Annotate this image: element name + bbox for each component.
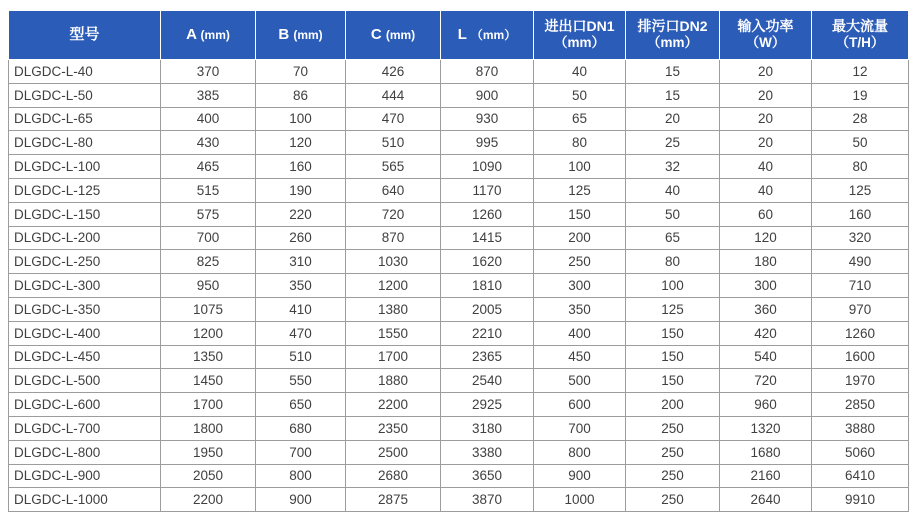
cell-model: DLGDC-L-450 (9, 345, 161, 369)
cell-l_mm: 870 (441, 60, 534, 84)
cell-model: DLGDC-L-40 (9, 60, 161, 84)
cell-a_mm: 1800 (161, 416, 256, 440)
cell-power_w: 120 (720, 226, 812, 250)
column-title: 进出口DN1 (544, 18, 615, 35)
column-title: C (370, 25, 382, 43)
cell-max_flow: 490 (812, 250, 909, 274)
cell-dn1: 400 (534, 321, 626, 345)
cell-model: DLGDC-L-100 (9, 155, 161, 179)
column-header-max_flow (812, 11, 909, 60)
cell-model: DLGDC-L-150 (9, 202, 161, 226)
column-header-l_mm (441, 11, 534, 60)
cell-c_mm: 2680 (346, 464, 441, 488)
cell-model: DLGDC-L-900 (9, 464, 161, 488)
cell-dn1: 1000 (534, 488, 626, 512)
cell-l_mm: 3650 (441, 464, 534, 488)
table-row (9, 178, 909, 202)
cell-l_mm: 2005 (441, 297, 534, 321)
cell-max_flow: 1600 (812, 345, 909, 369)
cell-max_flow: 125 (812, 178, 909, 202)
cell-b_mm: 86 (256, 83, 346, 107)
product-spec-table (8, 10, 909, 512)
cell-b_mm: 100 (256, 107, 346, 131)
cell-max_flow: 28 (812, 107, 909, 131)
cell-dn1: 125 (534, 178, 626, 202)
table-header (9, 11, 909, 60)
column-header-c_mm (346, 11, 441, 60)
cell-max_flow: 710 (812, 274, 909, 298)
cell-c_mm: 565 (346, 155, 441, 179)
table-row (9, 155, 909, 179)
cell-dn1: 900 (534, 464, 626, 488)
cell-dn1: 65 (534, 107, 626, 131)
cell-a_mm: 385 (161, 83, 256, 107)
cell-model: DLGDC-L-80 (9, 131, 161, 155)
cell-dn2: 250 (626, 464, 720, 488)
cell-b_mm: 160 (256, 155, 346, 179)
column-unit: (mm) (293, 27, 323, 42)
table-row (9, 345, 909, 369)
cell-l_mm: 1090 (441, 155, 534, 179)
cell-dn1: 40 (534, 60, 626, 84)
cell-model: DLGDC-L-700 (9, 416, 161, 440)
cell-a_mm: 575 (161, 202, 256, 226)
cell-a_mm: 465 (161, 155, 256, 179)
cell-l_mm: 3180 (441, 416, 534, 440)
table-row (9, 226, 909, 250)
table-row (9, 321, 909, 345)
cell-max_flow: 6410 (812, 464, 909, 488)
cell-b_mm: 680 (256, 416, 346, 440)
cell-c_mm: 2200 (346, 393, 441, 417)
cell-dn2: 250 (626, 488, 720, 512)
cell-model: DLGDC-L-50 (9, 83, 161, 107)
cell-model: DLGDC-L-300 (9, 274, 161, 298)
cell-dn2: 65 (626, 226, 720, 250)
cell-power_w: 40 (720, 155, 812, 179)
column-title: A (186, 25, 197, 43)
cell-b_mm: 220 (256, 202, 346, 226)
cell-b_mm: 470 (256, 321, 346, 345)
cell-max_flow: 9910 (812, 488, 909, 512)
table-row (9, 488, 909, 512)
cell-power_w: 360 (720, 297, 812, 321)
column-header-dn1 (534, 11, 626, 60)
cell-dn2: 150 (626, 369, 720, 393)
table-row (9, 440, 909, 464)
cell-max_flow: 80 (812, 155, 909, 179)
cell-max_flow: 50 (812, 131, 909, 155)
cell-dn1: 350 (534, 297, 626, 321)
cell-power_w: 540 (720, 345, 812, 369)
cell-max_flow: 320 (812, 226, 909, 250)
column-title: 输入功率 (737, 18, 794, 35)
cell-b_mm: 70 (256, 60, 346, 84)
cell-dn2: 125 (626, 297, 720, 321)
cell-b_mm: 190 (256, 178, 346, 202)
cell-c_mm: 1550 (346, 321, 441, 345)
cell-a_mm: 2200 (161, 488, 256, 512)
cell-a_mm: 1075 (161, 297, 256, 321)
cell-dn1: 150 (534, 202, 626, 226)
cell-power_w: 2640 (720, 488, 812, 512)
cell-power_w: 420 (720, 321, 812, 345)
cell-dn2: 100 (626, 274, 720, 298)
table-row (9, 274, 909, 298)
cell-model: DLGDC-L-400 (9, 321, 161, 345)
cell-c_mm: 1200 (346, 274, 441, 298)
cell-a_mm: 825 (161, 250, 256, 274)
cell-dn1: 450 (534, 345, 626, 369)
column-title: L (457, 25, 467, 43)
cell-power_w: 20 (720, 60, 812, 84)
cell-dn1: 100 (534, 155, 626, 179)
cell-model: DLGDC-L-200 (9, 226, 161, 250)
cell-dn1: 700 (534, 416, 626, 440)
cell-dn2: 80 (626, 250, 720, 274)
table-row (9, 60, 909, 84)
cell-b_mm: 900 (256, 488, 346, 512)
cell-dn1: 250 (534, 250, 626, 274)
cell-b_mm: 410 (256, 297, 346, 321)
cell-c_mm: 2875 (346, 488, 441, 512)
cell-power_w: 2160 (720, 464, 812, 488)
column-title: 最大流量 (832, 18, 888, 35)
cell-model: DLGDC-L-350 (9, 297, 161, 321)
cell-model: DLGDC-L-125 (9, 178, 161, 202)
column-unit: （W） (745, 35, 786, 50)
cell-c_mm: 720 (346, 202, 441, 226)
table-row (9, 107, 909, 131)
cell-b_mm: 350 (256, 274, 346, 298)
cell-dn2: 200 (626, 393, 720, 417)
cell-dn2: 150 (626, 321, 720, 345)
cell-model: DLGDC-L-65 (9, 107, 161, 131)
cell-dn2: 250 (626, 440, 720, 464)
column-header-b_mm (256, 11, 346, 60)
column-header-a_mm (161, 11, 256, 60)
cell-model: DLGDC-L-600 (9, 393, 161, 417)
cell-b_mm: 550 (256, 369, 346, 393)
cell-a_mm: 950 (161, 274, 256, 298)
cell-l_mm: 3870 (441, 488, 534, 512)
cell-c_mm: 640 (346, 178, 441, 202)
cell-dn2: 40 (626, 178, 720, 202)
cell-power_w: 40 (720, 178, 812, 202)
header-row (9, 11, 909, 60)
cell-b_mm: 700 (256, 440, 346, 464)
cell-dn1: 500 (534, 369, 626, 393)
cell-max_flow: 970 (812, 297, 909, 321)
cell-dn2: 150 (626, 345, 720, 369)
cell-b_mm: 260 (256, 226, 346, 250)
cell-power_w: 1680 (720, 440, 812, 464)
cell-a_mm: 1950 (161, 440, 256, 464)
cell-c_mm: 2350 (346, 416, 441, 440)
cell-model: DLGDC-L-250 (9, 250, 161, 274)
column-unit: (mm) (200, 27, 230, 42)
cell-max_flow: 1260 (812, 321, 909, 345)
cell-b_mm: 510 (256, 345, 346, 369)
cell-l_mm: 3380 (441, 440, 534, 464)
cell-max_flow: 5060 (812, 440, 909, 464)
cell-max_flow: 1970 (812, 369, 909, 393)
cell-l_mm: 1260 (441, 202, 534, 226)
cell-l_mm: 2210 (441, 321, 534, 345)
cell-l_mm: 1415 (441, 226, 534, 250)
table-row (9, 369, 909, 393)
column-title: 排污口DN2 (637, 18, 708, 35)
cell-max_flow: 19 (812, 83, 909, 107)
cell-dn1: 600 (534, 393, 626, 417)
cell-a_mm: 1700 (161, 393, 256, 417)
cell-c_mm: 1030 (346, 250, 441, 274)
cell-max_flow: 2850 (812, 393, 909, 417)
table-row (9, 393, 909, 417)
cell-dn1: 80 (534, 131, 626, 155)
cell-l_mm: 930 (441, 107, 534, 131)
cell-a_mm: 700 (161, 226, 256, 250)
cell-c_mm: 426 (346, 60, 441, 84)
cell-dn2: 20 (626, 107, 720, 131)
cell-a_mm: 1350 (161, 345, 256, 369)
cell-a_mm: 1200 (161, 321, 256, 345)
cell-a_mm: 1450 (161, 369, 256, 393)
table-row (9, 131, 909, 155)
cell-max_flow: 3880 (812, 416, 909, 440)
cell-dn2: 15 (626, 83, 720, 107)
cell-model: DLGDC-L-800 (9, 440, 161, 464)
cell-power_w: 60 (720, 202, 812, 226)
cell-b_mm: 800 (256, 464, 346, 488)
cell-max_flow: 12 (812, 60, 909, 84)
cell-l_mm: 1170 (441, 178, 534, 202)
column-unit: （mm） (646, 35, 698, 50)
cell-power_w: 20 (720, 131, 812, 155)
cell-l_mm: 2540 (441, 369, 534, 393)
column-title: 型号 (69, 25, 100, 43)
cell-c_mm: 470 (346, 107, 441, 131)
cell-c_mm: 510 (346, 131, 441, 155)
cell-dn1: 300 (534, 274, 626, 298)
cell-dn2: 15 (626, 60, 720, 84)
column-unit: （mm） (553, 35, 605, 50)
cell-model: DLGDC-L-1000 (9, 488, 161, 512)
cell-b_mm: 650 (256, 393, 346, 417)
table-row (9, 297, 909, 321)
cell-power_w: 960 (720, 393, 812, 417)
column-title: B (278, 25, 290, 43)
cell-power_w: 720 (720, 369, 812, 393)
cell-b_mm: 120 (256, 131, 346, 155)
cell-model: DLGDC-L-500 (9, 369, 161, 393)
column-header-power_w (720, 11, 812, 60)
cell-b_mm: 310 (256, 250, 346, 274)
column-header-model (9, 11, 161, 60)
table-row (9, 202, 909, 226)
cell-power_w: 180 (720, 250, 812, 274)
cell-dn2: 250 (626, 416, 720, 440)
cell-dn2: 32 (626, 155, 720, 179)
cell-dn2: 50 (626, 202, 720, 226)
cell-c_mm: 444 (346, 83, 441, 107)
cell-power_w: 20 (720, 107, 812, 131)
cell-power_w: 20 (720, 83, 812, 107)
cell-dn1: 50 (534, 83, 626, 107)
cell-l_mm: 995 (441, 131, 534, 155)
cell-dn1: 800 (534, 440, 626, 464)
column-unit: （T/H） (835, 35, 885, 50)
cell-a_mm: 2050 (161, 464, 256, 488)
column-unit: (mm) (385, 27, 416, 42)
cell-l_mm: 1810 (441, 274, 534, 298)
table-row (9, 464, 909, 488)
cell-a_mm: 400 (161, 107, 256, 131)
table-row (9, 83, 909, 107)
cell-l_mm: 2925 (441, 393, 534, 417)
cell-c_mm: 870 (346, 226, 441, 250)
cell-dn2: 25 (626, 131, 720, 155)
column-header-dn2 (626, 11, 720, 60)
table-row (9, 250, 909, 274)
cell-c_mm: 2500 (346, 440, 441, 464)
column-unit: （mm） (470, 27, 517, 42)
cell-max_flow: 160 (812, 202, 909, 226)
cell-l_mm: 1620 (441, 250, 534, 274)
cell-a_mm: 515 (161, 178, 256, 202)
cell-c_mm: 1880 (346, 369, 441, 393)
cell-power_w: 300 (720, 274, 812, 298)
cell-dn1: 200 (534, 226, 626, 250)
cell-l_mm: 900 (441, 83, 534, 107)
cell-a_mm: 430 (161, 131, 256, 155)
cell-l_mm: 2365 (441, 345, 534, 369)
table-row (9, 416, 909, 440)
cell-a_mm: 370 (161, 60, 256, 84)
cell-power_w: 1320 (720, 416, 812, 440)
cell-c_mm: 1700 (346, 345, 441, 369)
table-body (9, 60, 909, 512)
cell-c_mm: 1380 (346, 297, 441, 321)
